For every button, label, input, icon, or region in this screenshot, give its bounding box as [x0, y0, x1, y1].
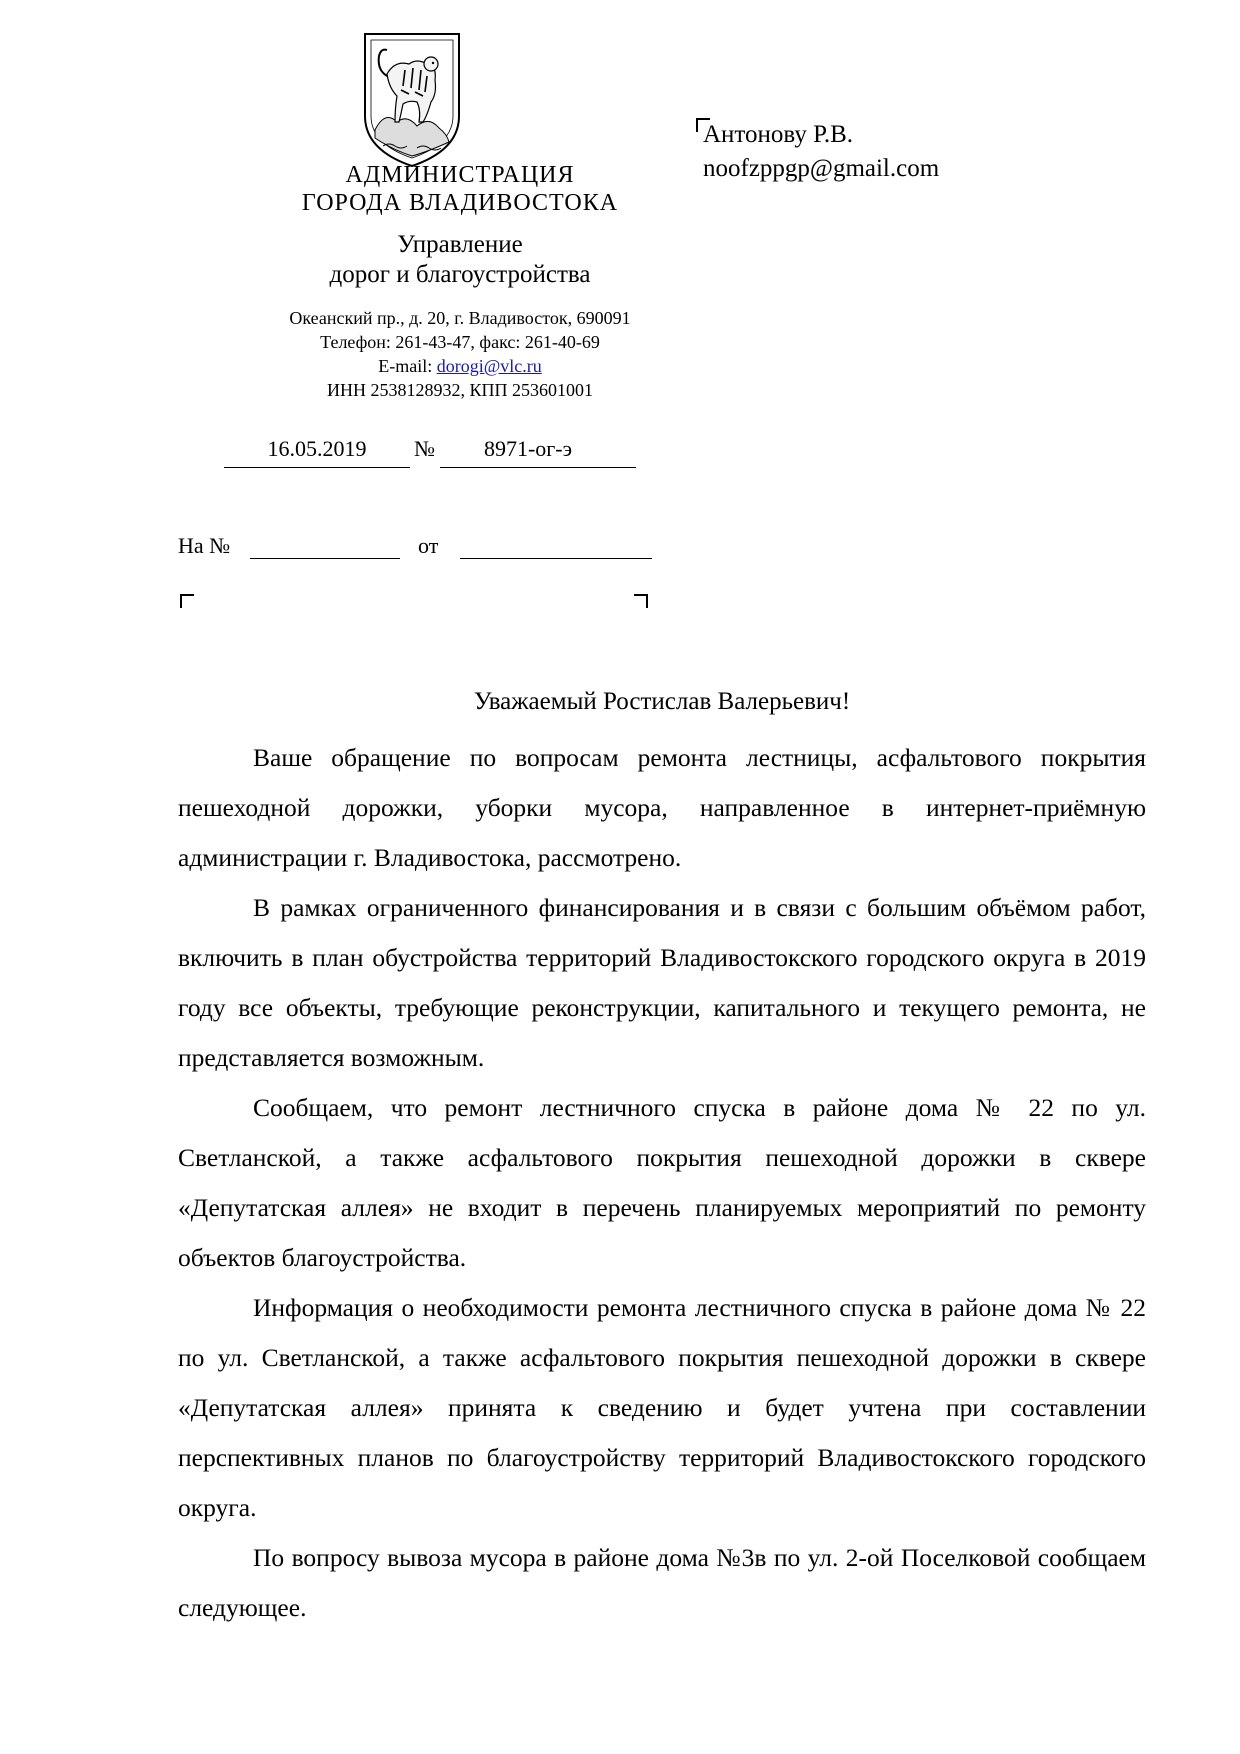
department-email-link[interactable]: dorogi@vlc.ru — [436, 356, 542, 376]
postal-address: Океанский пр., д. 20, г. Владивосток, 690091 — [289, 308, 631, 328]
email-line — [160, 354, 760, 378]
outgoing-number-label: № — [414, 436, 435, 461]
number-underline — [440, 466, 636, 468]
reference-date-field — [460, 557, 652, 559]
greeting: Уважаемый Ростислав Валерьевич! — [473, 688, 851, 715]
letter-body — [178, 733, 1146, 1633]
paragraph-2: В рамках ограниченного финансирования и в связи с большим объёмом работ, включить в план обустройства территорий Владивостокского городского округа в 2019 году все объекты, требующие реконструкции, капитального и текущего ремонта, не представляется возможным. — [178, 893, 1146, 1072]
city-coat-of-arms-icon — [357, 30, 467, 170]
tax-ids: ИНН 2538128932, КПП 253601001 — [326, 380, 593, 400]
department-name-line1: Управление — [397, 231, 523, 258]
outgoing-number: 8971-ог-э — [483, 436, 573, 461]
email-label: E-mail: — [378, 356, 437, 376]
paragraph-3: Сообщаем, что ремонт лестничного спуска в районе дома № 22 по ул. Светланской, а также асфальтового покрытия пешеходной дорожки в сквере «Депутатская аллея» не входит в перечень планируемых мероприятий по ремонту объектов благоустройства. — [178, 1093, 1146, 1272]
addressee-name: Антонову Р.В. — [703, 121, 854, 148]
organization-name-line1: АДМИНИСТРАЦИЯ — [345, 162, 575, 188]
paragraph-5: По вопросу вывоза мусора в районе дома №3в по ул. 2-ой Поселковой сообщаем следующее. — [178, 1543, 1146, 1622]
paragraph-4: Информация о необходимости ремонта лестничного спуска в районе дома № 22 по ул. Светланской, а также асфальтового покрытия пешеходной дорожки в сквере «Депутатская аллея» принята к сведению и будет учтена при составлении перспективных планов по благоустройству территорий Владивостокского городского округа. — [178, 1293, 1146, 1522]
organization-name-line2: ГОРОДА ВЛАДИВОСТОКА — [301, 190, 619, 216]
paragraph-1: Ваше обращение по вопросам ремонта лестницы, асфальтового покрытия пешеходной дорожки, уборки мусора, направленное в интернет-приёмную администрации г. Владивостока, рассмотрено. — [178, 743, 1146, 872]
outgoing-date: 16.05.2019 — [267, 436, 367, 461]
reference-date-label: от — [418, 533, 439, 558]
addressee-email: noofzppgp@gmail.com — [703, 155, 940, 182]
phone-fax: Телефон: 261-43-47, факс: 261-40-69 — [320, 332, 600, 352]
reference-number-label: На № — [178, 533, 231, 558]
corner-mark-right — [634, 594, 648, 608]
reference-number-field — [250, 557, 400, 559]
department-name-line2: дорог и благоустройства — [329, 261, 591, 288]
date-underline — [224, 466, 410, 468]
corner-mark-left — [180, 594, 194, 608]
